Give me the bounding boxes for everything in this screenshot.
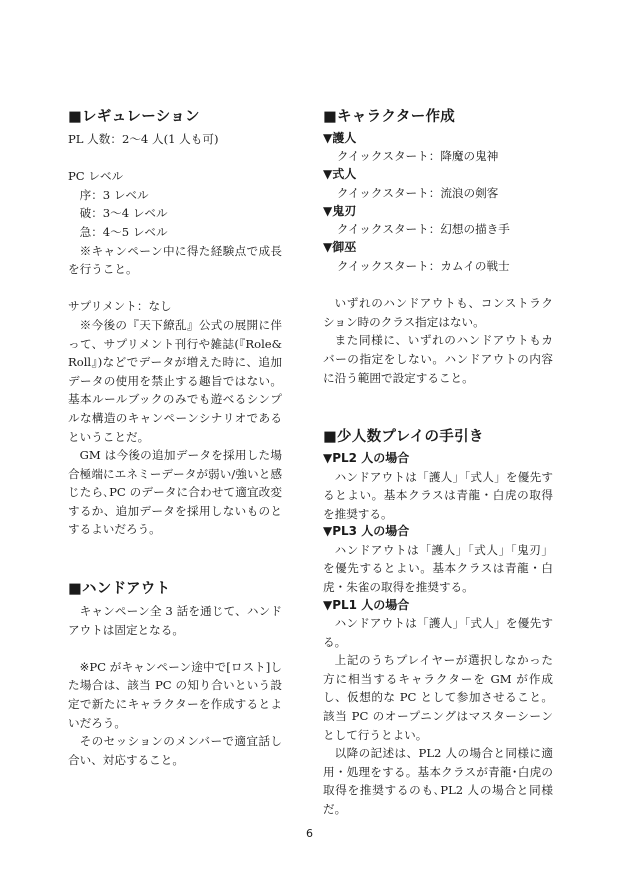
handout-fixed: キャンペーン全 3 話を通じて、ハンドアウトは固定となる。 — [68, 604, 282, 637]
class-mikannagi: ▼御巫 — [323, 240, 357, 255]
pl3-text: ハンドアウトは「護人」「式人」「鬼刃」を優先するとよい。基本クラスは青龍・白虎・朱雀の取得を推奨する。 — [323, 542, 553, 594]
character-creation-heading: ■キャラクター作成 — [323, 109, 456, 125]
supplement-note: ※今後の『天下繚乱』公式の展開に伴って、サプリメント刊行や雑誌(『Role&Roll』)などでデータが増えた時に、追加データの使用を禁止する趣旨ではない。基本ルールブックのみでも遊べるシンプルな構造のキャンペーンシナリオであるということだ。 — [68, 317, 282, 444]
handout-heading: ■ハンドアウト — [68, 581, 171, 598]
class-shikijin: ▼式人 — [323, 167, 357, 182]
page-number: 6 — [306, 827, 313, 840]
pl1-heading: ▼PL1 人の場合 — [323, 597, 410, 612]
quickstart-mikannagi: クイックスタート：カムイの戦士 — [336, 258, 510, 273]
pl1-text-3: 以降の記述は、PL2 人の場合と同様に適用・処理をする。基本クラスが青龍･白虎の取得を推奨するのも､PL2 人の場合と同様だ。 — [323, 746, 553, 816]
cover-note: また同様に、いずれのハンドアウトもカバーの指定をしない。ハンドアウトの内容に沿う範囲で設定すること。 — [323, 333, 553, 385]
pl-count: PL 人数：2～4 人(1 人も可) — [68, 132, 219, 146]
lost-note: ※PC がキャンペーン途中で[ロスト]した場合は、該当 PC の知り合いという設定で新たにキャラクターを作成するとよいだろう。 — [68, 659, 282, 730]
level-ha: 破：3～4 レベル — [79, 206, 168, 221]
level-jo: 序：3 レベル — [79, 187, 149, 202]
quickstart-shikijin: クイックスタート：流浪の剣客 — [336, 185, 499, 200]
construction-note: いずれのハンドアウトも、コンストラクション時のクラス指定はない。 — [323, 296, 553, 329]
small-group-heading: ■少人数プレイの手引き — [323, 429, 484, 446]
quickstart-kijin: クイックスタート：幻想の描き手 — [336, 222, 510, 237]
quickstart-mamoribito: クイックスタート：降魔の鬼神 — [336, 149, 499, 164]
pc-level-label: PC レベル — [68, 169, 124, 184]
pl1-text: ハンドアウトは「護人」「式人」を優先する。 — [323, 615, 553, 649]
pl3-heading: ▼PL3 人の場合 — [323, 524, 410, 539]
supplement-label: サプリメント：なし — [68, 299, 172, 314]
level-kyu: 急：4～5 レベル — [79, 224, 168, 239]
class-mamoribito: ▼護人 — [323, 131, 357, 145]
growth-note: ※キャンペーン中に得た経験点で成長を行うこと。 — [68, 243, 282, 277]
regulation-heading: ■レギュレーション — [68, 109, 200, 125]
gm-note: GM は今後の追加データを採用した場合極端にエネミーデータが弱い/強いと感じたら､PC のデータに合わせて適宜改変するか、追加データを採用しないものとするよいだろう。 — [68, 448, 282, 537]
pl2-heading: ▼PL2 人の場合 — [323, 451, 410, 466]
right-column — [323, 107, 553, 819]
class-kijin: ▼鬼刃 — [323, 203, 357, 218]
pl1-text-2: 上記のうちプレイヤーが選択しなかった方に相当するキャラクターを GM が作成し、仮想的な PC として参加させること。該当 PC のオープニングはマスターシーンとして行うとよい。 — [323, 653, 553, 742]
session-note: そのセッションのメンバーで適宜話し合い、対応すること。 — [68, 734, 282, 767]
left-column — [68, 107, 282, 769]
pl2-text: ハンドアウトは「護人」「式人」を優先するとよい。基本クラスは青龍・白虎の取得を推奨する。 — [323, 469, 553, 521]
